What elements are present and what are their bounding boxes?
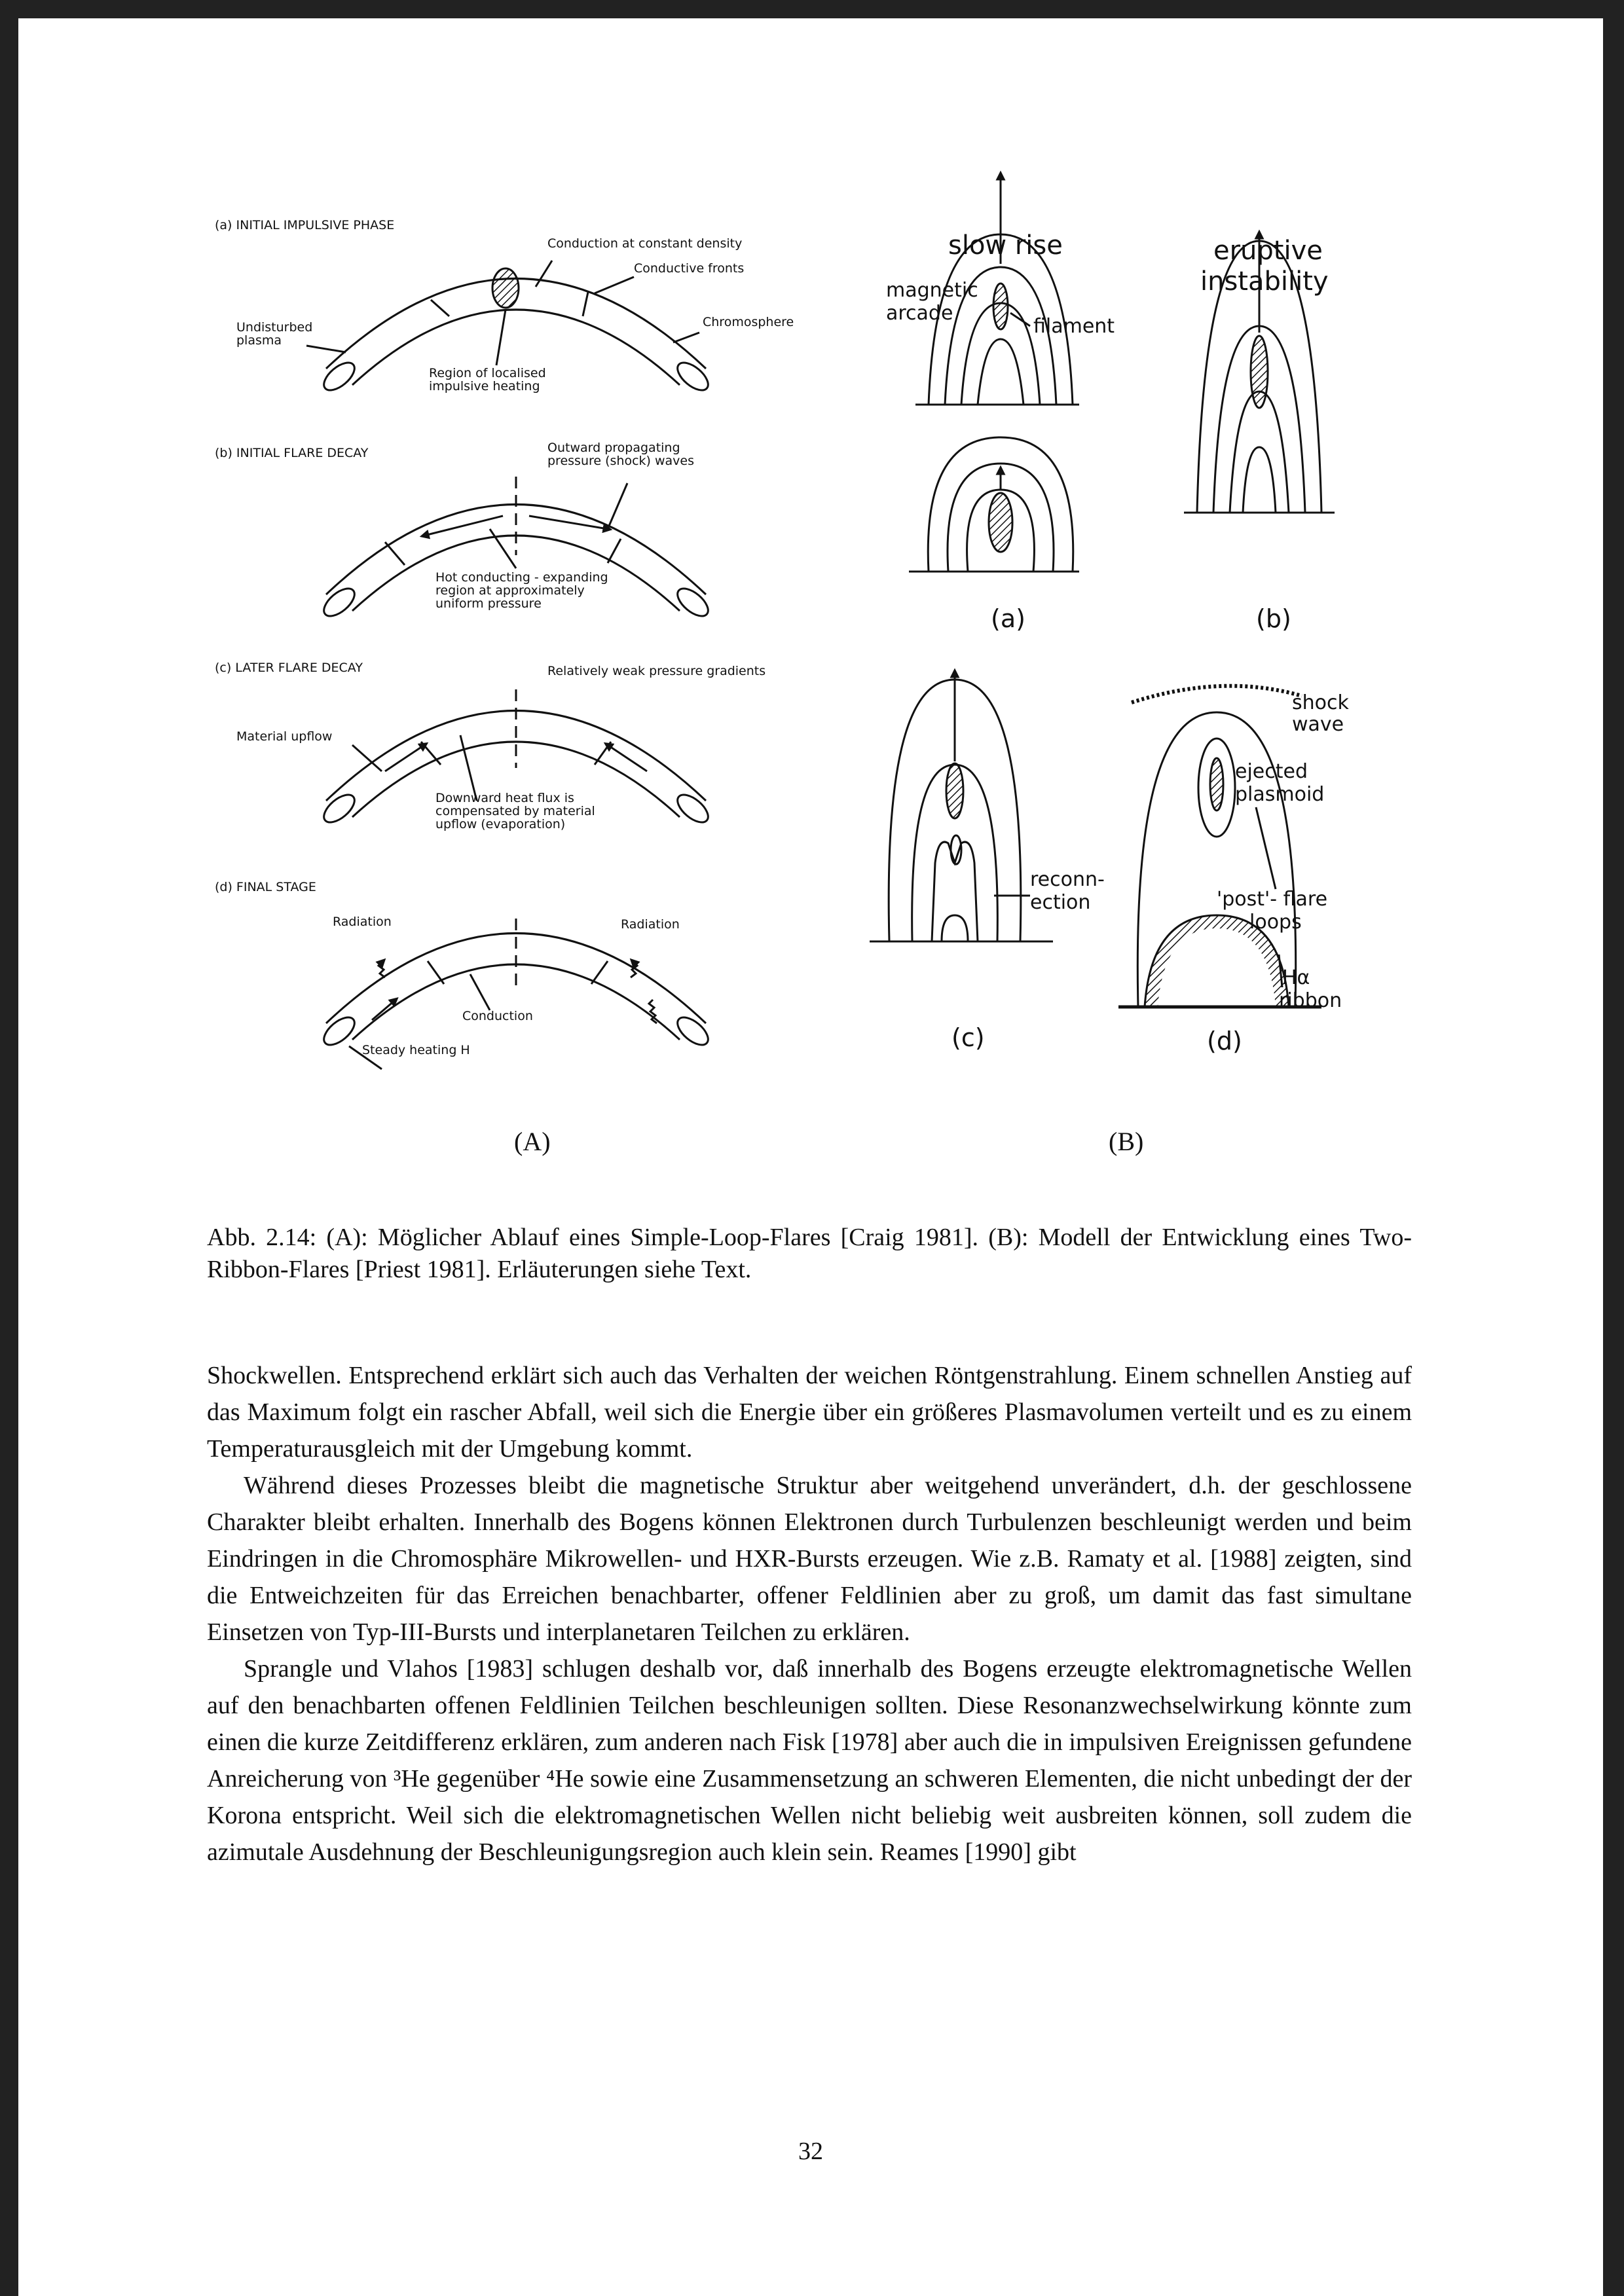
panel-b-caption: (B) bbox=[1109, 1127, 1144, 1156]
label-d-steady: Steady heating H bbox=[362, 1043, 470, 1057]
label-loops: loops bbox=[1249, 911, 1302, 934]
panel-a-caption: (A) bbox=[514, 1127, 551, 1156]
label-c-upflow: Material upflow bbox=[236, 729, 333, 744]
label-ection: ection bbox=[1030, 891, 1091, 914]
label-a-region-1: Region of localised bbox=[429, 366, 546, 380]
label-panel-b-d: (d) bbox=[1207, 1027, 1242, 1055]
label-panel-b-c: (c) bbox=[951, 1023, 985, 1052]
label-c-title: (c) LATER FLARE DECAY bbox=[215, 661, 363, 675]
label-eruptive: eruptive bbox=[1213, 236, 1323, 266]
label-a-conduction: Conduction at constant density bbox=[547, 236, 743, 251]
label-panel-b-b: (b) bbox=[1256, 604, 1291, 633]
figure-caption: Abb. 2.14: (A): Möglicher Ablauf eines Simple-Loop-Flares [Craig 1981]. (B): Modell der Entwicklung eines Two-Ribbon-Flares [Priest 1981]. Erläuterungen siehe Text. bbox=[207, 1224, 1412, 1283]
label-c-down-2: compensated by material bbox=[435, 804, 595, 818]
label-a-undisturbed-1: Undisturbed bbox=[236, 320, 313, 335]
label-b-outward-2: pressure (shock) waves bbox=[547, 454, 695, 468]
label-arcade: arcade bbox=[886, 302, 953, 325]
figure-2-14 bbox=[18, 18, 1603, 1197]
paper-page bbox=[18, 18, 1603, 2296]
label-instability: instability bbox=[1200, 266, 1329, 297]
label-h-alpha: Hα bbox=[1282, 966, 1310, 989]
label-c-down-3: upflow (evaporation) bbox=[435, 817, 566, 831]
paragraph-1: Shockwellen. Entsprechend erklärt sich auch das Verhalten der weichen Röntgenstrahlung. Einem schnellen Anstieg auf das Maximum folgt ein rascher Abfall, weil sich die Energie über ein größeres Plasmavolumen verteilt und es zu einem Temperaturausgleich mit der Umgebung kommt. bbox=[207, 1362, 1412, 1463]
label-b-hot-3: uniform pressure bbox=[435, 596, 542, 611]
label-a-undisturbed-2: plasma bbox=[236, 333, 282, 348]
label-c-down-1: Downward heat flux is bbox=[435, 791, 574, 805]
panel-a-labels bbox=[215, 218, 794, 1057]
label-wave: wave bbox=[1292, 713, 1344, 736]
label-a-chromosphere: Chromosphere bbox=[703, 315, 794, 329]
label-b-hot-1: Hot conducting - expanding bbox=[435, 570, 608, 585]
label-b-hot-2: region at approximately bbox=[435, 583, 585, 598]
label-ribbon: ribbon bbox=[1279, 989, 1342, 1012]
panel-b-labels bbox=[886, 230, 1349, 1055]
label-post-flare: 'post'- flare bbox=[1217, 888, 1328, 911]
paragraph-3: Sprangle und Vlahos [1983] schlugen deshalb vor, daß innerhalb des Bogens erzeugte elektromagnetische Wellen auf den benachbarten offenen Feldlinien Teilchen beschleunigen sollten. Diese Resonanzwechselwirkung könnte zum einen die kurze Zeitdifferenz erklären, zum anderen nach Fisk [1978] aber auch die in impulsiven Ereignissen gefundene Anreicherung von ³He gegenüber ⁴He sowie eine Zusammensetzung an schweren Elementen, die nicht unbedingt der der Korona entspricht. Weil sich die elektromagnetischen Wellen nicht beliebig weit ausbreiten können, soll zudem die azimutale Ausdehnung der Beschleunigungsregion auch klein sein. Reames [1990] gibt bbox=[207, 1655, 1412, 1866]
label-b-outward-1: Outward propagating bbox=[547, 441, 680, 455]
label-a-fronts: Conductive fronts bbox=[634, 261, 745, 276]
label-b-title: (b) INITIAL FLARE DECAY bbox=[215, 446, 369, 460]
label-magnetic: magnetic bbox=[886, 279, 978, 302]
label-d-rad-right: Radiation bbox=[621, 917, 680, 932]
label-panel-b-a: (a) bbox=[991, 604, 1025, 633]
page-number: 32 bbox=[798, 2138, 823, 2165]
label-c-weak: Relatively weak pressure gradients bbox=[547, 664, 766, 678]
label-reconn: reconn- bbox=[1030, 868, 1105, 891]
label-ejected: ejected bbox=[1235, 760, 1308, 783]
label-d-title: (d) FINAL STAGE bbox=[215, 880, 316, 894]
body-text bbox=[207, 1357, 1412, 1870]
label-d-conduction: Conduction bbox=[462, 1009, 533, 1023]
label-a-region-2: impulsive heating bbox=[429, 379, 540, 393]
label-d-rad-left: Radiation bbox=[333, 915, 392, 929]
label-a-title: (a) INITIAL IMPULSIVE PHASE bbox=[215, 218, 395, 232]
label-filament: filament bbox=[1033, 315, 1115, 338]
label-shock: shock bbox=[1292, 691, 1349, 714]
paragraph-2: Während dieses Prozesses bleibt die magnetische Struktur aber weitgehend unverändert, d.h. der geschlossene Charakter bleibt erhalten. Innerhalb des Bogens können Elektronen durch Turbulenzen beschleunigt werden und beim Eindringen in die Chromosphäre Mikrowellen- und HXR-Bursts erzeugen. Wie z.B. Ramaty et al. [1988] zeigten, sind die Entweichzeiten für das Erreichen benachbarter, offener Feldlinien aber zu groß, um damit das fast simultane Einsetzen von Typ-III-Bursts und interplanetaren Teilchen zu erklären. bbox=[207, 1472, 1412, 1646]
label-plasmoid: plasmoid bbox=[1235, 783, 1325, 806]
label-slow-rise: slow rise bbox=[948, 230, 1063, 261]
